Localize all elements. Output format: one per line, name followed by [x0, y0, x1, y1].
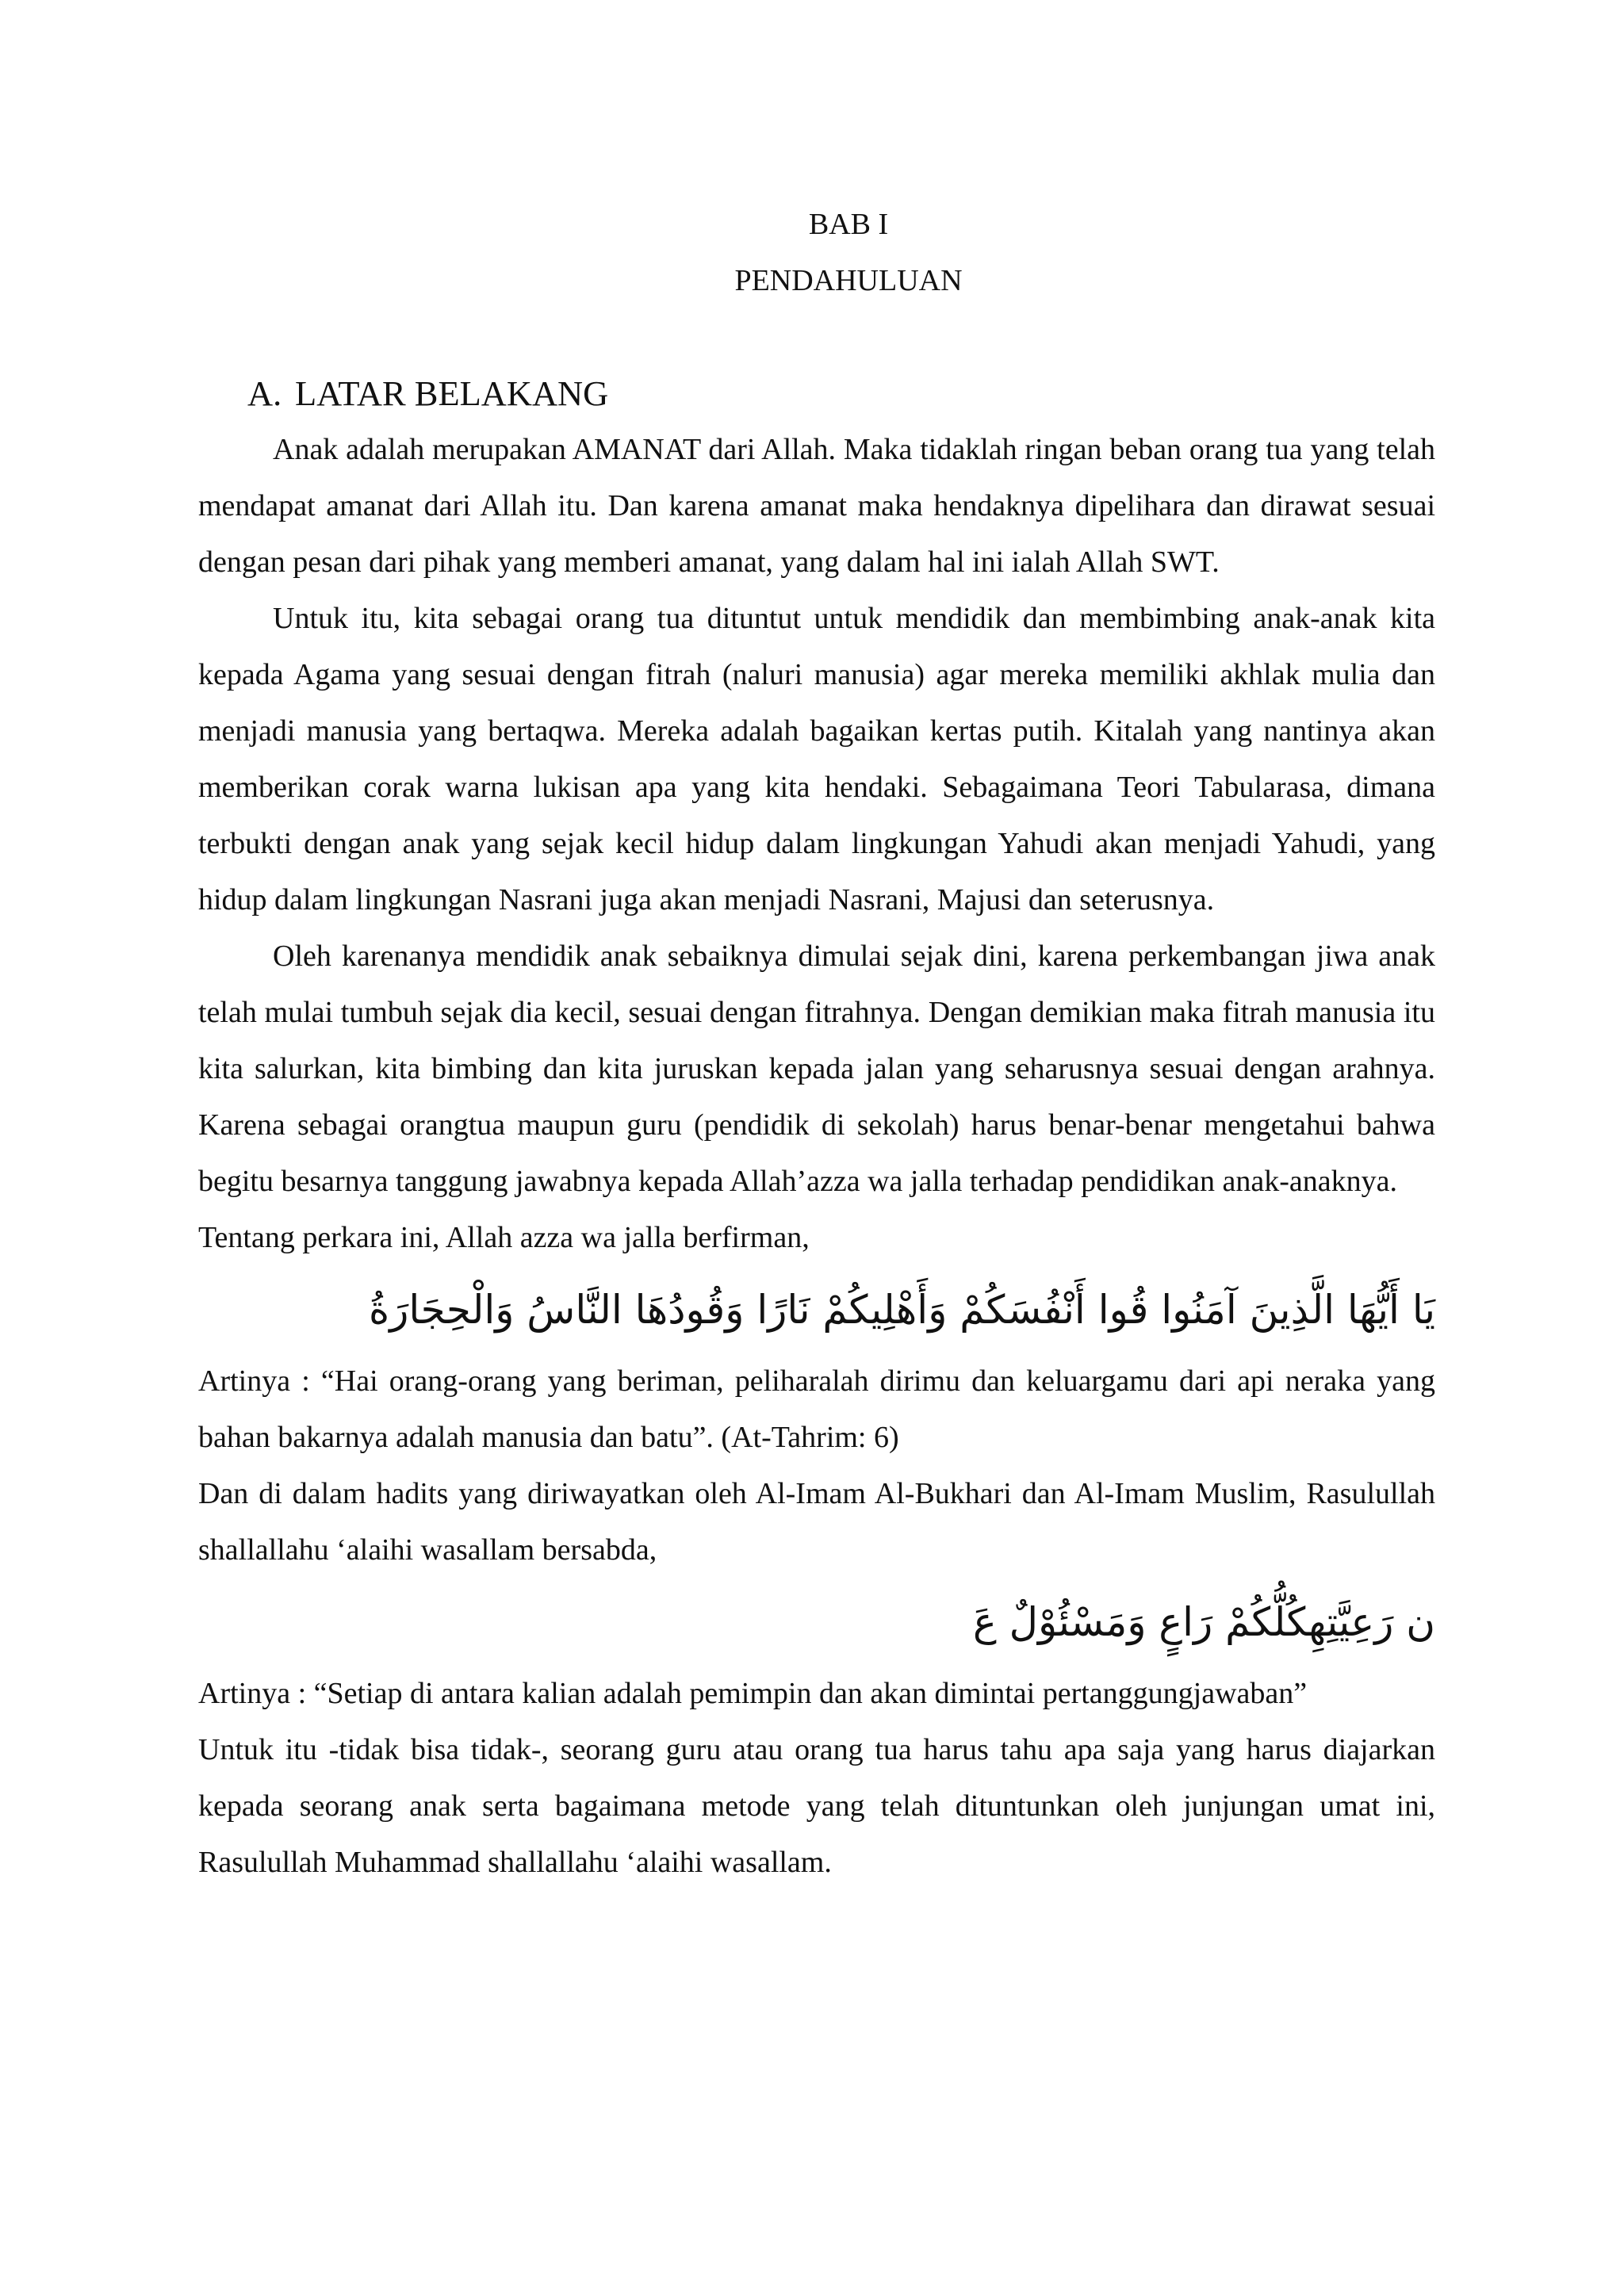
verse-intro: Tentang perkara ini, Allah azza wa jalla berfirman, [198, 1221, 810, 1254]
page-content [198, 197, 1435, 1891]
section-title: LATAR BELAKANG [295, 373, 609, 413]
paragraph-2: Untuk itu, kita sebagai orang tua dituntut untuk mendidik dan membimbing anak-anak kita kepada Agama yang sesuai dengan fitrah (naluri manusia) agar mereka memiliki akhlak mulia dan menjadi manusia yang bertaqwa. Mereka adalah bagaikan kertas putih. Kitalah yang nantinya akan memberikan corak warna lukisan apa yang kita hendaki. Sebagaimana Teori Tabularasa, dimana terbukti dengan anak yang sejak kecil hidup dalam lingkungan Yahudi akan menjadi Yahudi, yang hidup dalam lingkungan Nasrani juga akan menjadi Nasrani, Majusi dan seterusnya. [198, 602, 1435, 916]
hadith-arabic: ن رَعِيَّتِهِكُلُّكُمْ رَاعٍ وَمَسْئُوْلٌ عَ [972, 1599, 1435, 1645]
closing-paragraph: Untuk itu -tidak bisa tidak-, seorang guru atau orang tua harus tahu apa saja yang harus diajarkan kepada seorang anak serta bagaimana metode yang telah dituntunkan oleh junjungan umat ini, Rasulullah Muhammad shallallahu ‘alaihi wasallam. [198, 1733, 1435, 1879]
spacer [198, 309, 1435, 365]
paragraph-3: Oleh karenanya mendidik anak sebaiknya dimulai sejak dini, karena perkembangan jiwa anak telah mulai tumbuh sejak dia kecil, sesuai dengan fitrahnya. Dengan demikian maka fitrah manusia itu kita salurkan, kita bimbing dan kita juruskan kepada jalan yang seharusnya sesuai dengan arahnya. Karena sebagai orangtua maupun guru (pendidik di sekolah) harus benar-benar mengetahui bahwa begitu besarnya tanggung jawabnya kepada Allah’azza wa jalla terhadap pendidikan anak-anaknya. [198, 939, 1435, 1198]
chapter-label: BAB I [808, 208, 889, 241]
hadith-intro: Dan di dalam hadits yang diriwayatkan oleh Al-Imam Al-Bukhari dan Al-Imam Muslim, Rasulullah shallallahu ‘alaihi wasallam bersabda, [198, 1477, 1435, 1567]
section-heading [198, 365, 1435, 422]
verse-translation: Artinya : “Hai orang-orang yang beriman, peliharalah dirimu dan keluargamu dari api neraka yang bahan bakarnya adalah manusia dan batu”. (At-Tahrim: 6) [198, 1364, 1435, 1454]
hadith-translation: Artinya : “Setiap di antara kalian adalah pemimpin dan akan dimintai pertanggungjawaban” [198, 1677, 1308, 1710]
chapter-title: PENDAHULUAN [734, 264, 963, 297]
section-letter: A. [247, 373, 282, 413]
paragraph-1: Anak adalah merupakan AMANAT dari Allah. Maka tidaklah ringan beban orang tua yang telah mendapat amanat dari Allah itu. Dan karena amanat maka hendaknya dipelihara dan dirawat sesuai dengan pesan dari pihak yang memberi amanat, yang dalam hal ini ialah Allah SWT. [198, 433, 1435, 579]
verse-arabic: يَا أَيُّهَا الَّذِينَ آمَنُوا قُوا أَنْفُسَكُمْ وَأَهْلِيكُمْ نَارًا وَقُودُهَا النَّاسُ وَالْحِجَارَةُ [369, 1287, 1435, 1333]
